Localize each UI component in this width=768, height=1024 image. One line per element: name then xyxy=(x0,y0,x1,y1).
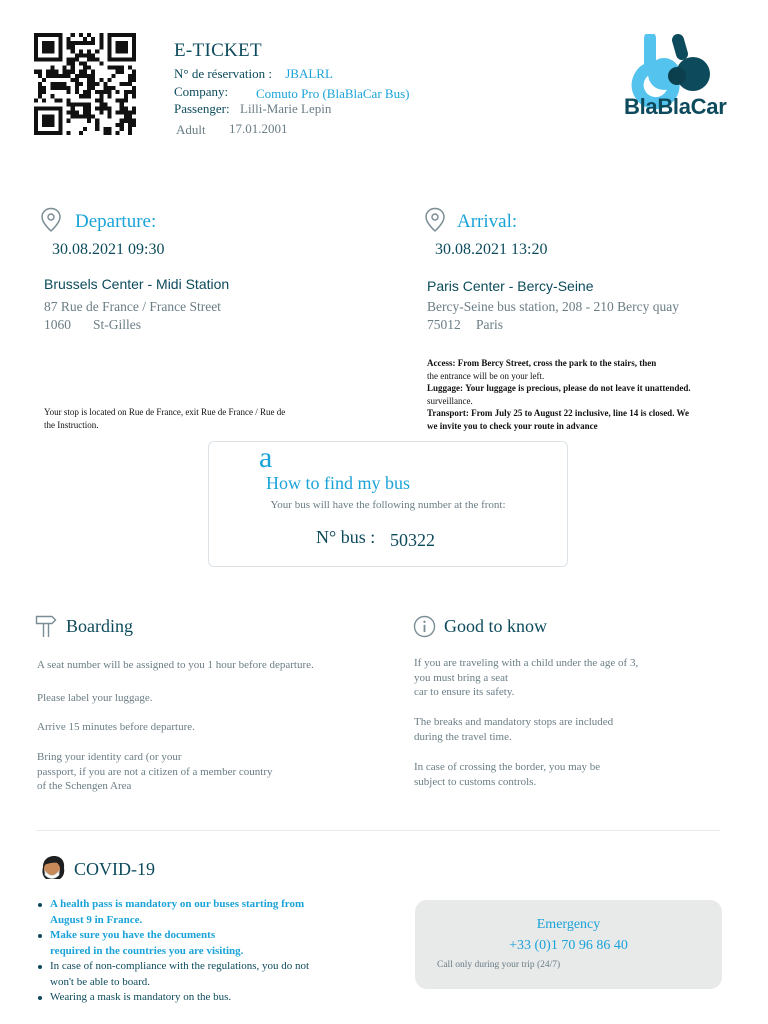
info-icon xyxy=(413,615,436,638)
good-to-know-heading: Good to know xyxy=(444,616,547,636)
covid-rule-line: won't be able to board. xyxy=(50,975,151,988)
access-label: Access: xyxy=(427,358,456,368)
arrival-address: Bercy-Seine bus station, 208 - 210 Bercy quay xyxy=(427,299,679,314)
departure-note-line: the Instruction. xyxy=(44,419,99,430)
good-to-know-text xyxy=(414,656,714,700)
covid-rule-line: In case of non-compliance with the regulations, you do not xyxy=(50,960,310,972)
good-to-know-line: you must bring a seat xyxy=(414,671,509,684)
departure-note-line: Your stop is located on Rue de France, exit Rue de France / Rue de xyxy=(44,407,286,417)
passenger-label: Passenger: xyxy=(174,101,230,116)
transport-label: Transport: xyxy=(427,408,469,418)
luggage-text: Your luggage is precious, please do not leave it unattended. xyxy=(465,383,691,393)
passenger-birthdate: 17.01.2001 xyxy=(229,121,288,136)
covid-rule-line: A health pass is mandatory on our buses starting from xyxy=(50,898,305,910)
arrival-info xyxy=(427,357,747,432)
bus-icon: a xyxy=(259,441,273,474)
reservation-row xyxy=(174,66,333,82)
good-to-know-line: subject to customs controls. xyxy=(414,775,537,788)
passenger-type: Adult xyxy=(176,122,206,137)
good-to-know-line: during the travel time. xyxy=(414,730,512,743)
emergency-note: Call only during your trip (24/7) xyxy=(437,960,561,970)
boarding-text: Arrive 15 minutes before departure. xyxy=(37,721,195,733)
list-item xyxy=(38,897,368,928)
luggage-label: Luggage: xyxy=(427,383,463,393)
luggage-text-cont: surveillance. xyxy=(427,395,473,406)
covid-heading: COVID-19 xyxy=(74,859,155,879)
departure-postcode: 1060 xyxy=(44,317,71,332)
boarding-text-line: of the Schengen Area xyxy=(37,780,132,792)
access-text: From Bercy Street, cross the park to the stairs, then xyxy=(457,358,657,368)
bus-number-value: 50322 xyxy=(390,530,435,550)
departure-address: 87 Rue de France / France Street xyxy=(44,299,221,314)
company-label: Company: xyxy=(174,84,229,99)
transport-text-cont: we invite you to check your route in advance xyxy=(427,420,598,431)
company-value: Comuto Pro (BlaBlaCar Bus) xyxy=(256,86,410,101)
good-to-know-line: car to ensure its safety. xyxy=(414,686,515,698)
boarding-text-line: Bring your identity card (or your xyxy=(37,751,182,763)
access-text-cont: the entrance will be on your left. xyxy=(427,370,545,381)
covid-rule-line: Wearing a mask is mandatory on the bus. xyxy=(50,991,232,1003)
logo-wordmark: BlaBlaCar xyxy=(624,94,727,119)
good-to-know-line: In case of crossing the border, you may be xyxy=(414,761,601,773)
covid-rule-line: Make sure you have the documents xyxy=(50,929,216,941)
ticket-title: E-TICKET xyxy=(174,40,262,61)
boarding-text: A seat number will be assigned to you 1 hour before departure. xyxy=(37,659,314,671)
departure-heading: Departure: xyxy=(75,211,157,232)
reservation-value: JBALRL xyxy=(285,66,333,81)
bus-number-label: N° bus : xyxy=(316,527,376,547)
boarding-text xyxy=(37,750,357,794)
covid-rule-line: required in the countries you are visiting. xyxy=(50,944,244,957)
location-pin-icon xyxy=(40,207,62,233)
signpost-icon xyxy=(35,614,57,638)
arrival-heading: Arrival: xyxy=(457,211,518,232)
location-pin-icon xyxy=(424,207,446,233)
boarding-text-line: passport, if you are not a citizen of a member country xyxy=(37,765,273,778)
good-to-know-text xyxy=(414,715,714,744)
bus-subtitle: Your bus will have the following number at the front: xyxy=(270,499,506,511)
arrival-city: Paris xyxy=(476,317,503,332)
arrival-station: Paris Center - Bercy-Seine xyxy=(427,278,594,294)
qr-code xyxy=(33,33,137,135)
transport-text: From July 25 to August 22 inclusive, line 14 is closed. We xyxy=(471,408,690,418)
departure-station: Brussels Center - Midi Station xyxy=(44,276,230,292)
masked-face-icon xyxy=(39,855,67,883)
list-item xyxy=(38,928,368,959)
emergency-phone[interactable]: +33 (0)1 70 96 86 40 xyxy=(509,938,628,953)
passenger-value: Lilli-Marie Lepin xyxy=(240,101,332,116)
bus-heading: How to find my bus xyxy=(266,473,410,493)
section-divider xyxy=(36,830,720,831)
departure-note xyxy=(44,406,344,431)
departure-city: St-Gilles xyxy=(93,317,142,332)
good-to-know-line: The breaks and mandatory stops are included xyxy=(414,716,614,728)
covid-rule-line: August 9 in France. xyxy=(50,913,143,926)
boarding-heading: Boarding xyxy=(66,616,133,636)
list-item xyxy=(38,959,368,990)
departure-datetime: 30.08.2021 09:30 xyxy=(52,241,165,258)
list-item xyxy=(38,990,368,1006)
emergency-title: Emergency xyxy=(536,917,601,932)
arrival-datetime: 30.08.2021 13:20 xyxy=(435,241,548,258)
arrival-postcode: 75012 xyxy=(427,317,461,332)
covid-rules-list xyxy=(38,897,368,1006)
boarding-text: Please label your luggage. xyxy=(37,692,153,704)
reservation-label: N° de réservation : xyxy=(174,66,272,81)
good-to-know-line: If you are traveling with a child under the age of 3, xyxy=(414,657,639,669)
emergency-panel xyxy=(415,900,722,989)
good-to-know-text xyxy=(414,760,714,789)
